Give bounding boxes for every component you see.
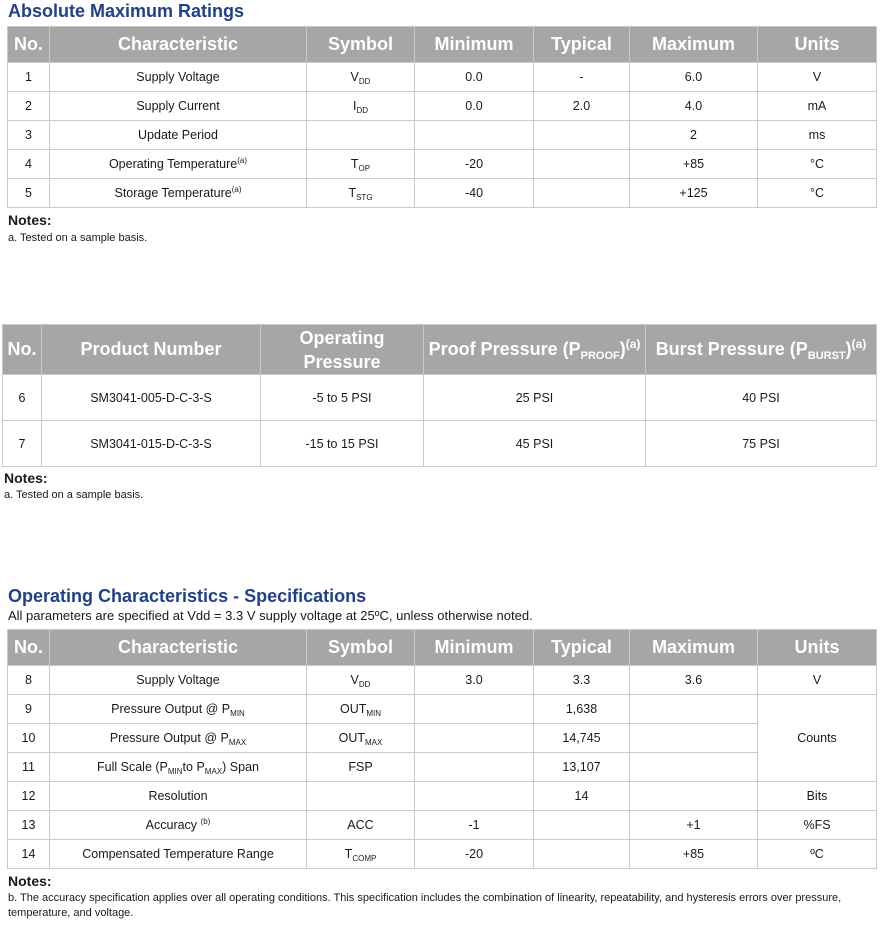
cell-symbol: $T_{STG}$ bbox=[307, 179, 415, 208]
cell-no: 14 bbox=[8, 840, 50, 869]
cell-minimum bbox=[415, 782, 534, 811]
cell-typical bbox=[534, 121, 630, 150]
section-subtitle: All parameters are specified at Vdd = 3.3 V supply voltage at 25ºC, unless otherwise noted. bbox=[8, 608, 533, 623]
cell-symbol: $T_{COMP}$ bbox=[307, 840, 415, 869]
table-row bbox=[8, 179, 877, 208]
table-row bbox=[8, 782, 877, 811]
header-minimum: Minimum bbox=[415, 630, 534, 666]
cell-maximum: 3.6 bbox=[630, 666, 758, 695]
notes-title: Notes: bbox=[4, 470, 48, 486]
cell-no: 13 bbox=[8, 811, 50, 840]
table-header-row bbox=[3, 325, 877, 375]
cell-symbol: ACC bbox=[307, 811, 415, 840]
cell-minimum: 3.0 bbox=[415, 666, 534, 695]
cell-symbol: $V_{DD}$ bbox=[307, 63, 415, 92]
header-characteristic: Characteristic bbox=[50, 27, 307, 63]
cell-minimum: -20 bbox=[415, 840, 534, 869]
cell-minimum bbox=[415, 753, 534, 782]
cell-minimum: 0.0 bbox=[415, 63, 534, 92]
cell-typical bbox=[534, 811, 630, 840]
cell-symbol bbox=[307, 782, 415, 811]
cell-no: 6 bbox=[3, 375, 42, 421]
cell-no: 3 bbox=[8, 121, 50, 150]
cell-symbol: $T_{OP}$ bbox=[307, 150, 415, 179]
table-row bbox=[8, 121, 877, 150]
header-units: Units bbox=[758, 27, 877, 63]
cell-no: 1 bbox=[8, 63, 50, 92]
cell-maximum: 2 bbox=[630, 121, 758, 150]
cell-maximum: 4.0 bbox=[630, 92, 758, 121]
cell-maximum: 6.0 bbox=[630, 63, 758, 92]
cell-product-number: SM3041-005-D-C-3-S bbox=[42, 375, 261, 421]
cell-typical: 3.3 bbox=[534, 666, 630, 695]
header-product-number: Product Number bbox=[42, 325, 261, 375]
operating-characteristics-table bbox=[7, 629, 877, 869]
header-symbol: Symbol bbox=[307, 27, 415, 63]
cell-typical bbox=[534, 150, 630, 179]
cell-characteristic: Update Period bbox=[50, 121, 307, 150]
cell-no: 10 bbox=[8, 724, 50, 753]
cell-characteristic: Resolution bbox=[50, 782, 307, 811]
absolute-max-table bbox=[7, 26, 877, 208]
cell-characteristic: Supply Voltage bbox=[50, 63, 307, 92]
cell-characteristic: Compensated Temperature Range bbox=[50, 840, 307, 869]
notes-title: Notes: bbox=[8, 212, 52, 228]
table-row bbox=[8, 695, 877, 724]
cell-no: 12 bbox=[8, 782, 50, 811]
cell-units: V bbox=[758, 63, 877, 92]
cell-characteristic: Storage Temperature$^{(a)}$ bbox=[50, 179, 307, 208]
cell-minimum bbox=[415, 724, 534, 753]
cell-characteristic: Full Scale ($P_{MIN}to$ $P_{MAX}$) Span bbox=[50, 753, 307, 782]
cell-characteristic: Accuracy $^{(b)}$ bbox=[50, 811, 307, 840]
header-maximum: Maximum bbox=[630, 630, 758, 666]
cell-no: 11 bbox=[8, 753, 50, 782]
cell-characteristic: Supply Voltage bbox=[50, 666, 307, 695]
cell-minimum: -40 bbox=[415, 179, 534, 208]
cell-characteristic: Pressure Output @ $P_{MIN}$ bbox=[50, 695, 307, 724]
cell-units: Bits bbox=[758, 782, 877, 811]
cell-maximum: +85 bbox=[630, 150, 758, 179]
table-row bbox=[8, 753, 877, 782]
cell-units: %FS bbox=[758, 811, 877, 840]
cell-operating-pressure: -5 to 5 PSI bbox=[261, 375, 424, 421]
cell-typical: - bbox=[534, 63, 630, 92]
section-title-operating-characteristics: Operating Characteristics - Specifications bbox=[8, 586, 367, 606]
header-proof-pressure: Proof Pressure $(P_{PROOF})^{(a)}$ bbox=[424, 325, 646, 375]
cell-typical: 13,107 bbox=[534, 753, 630, 782]
cell-typical bbox=[534, 840, 630, 869]
notes-title: Notes: bbox=[8, 873, 52, 889]
cell-units: V bbox=[758, 666, 877, 695]
cell-product-number: SM3041-015-D-C-3-S bbox=[42, 421, 261, 467]
cell-maximum: +125 bbox=[630, 179, 758, 208]
table-row bbox=[8, 63, 877, 92]
header-maximum: Maximum bbox=[630, 27, 758, 63]
cell-symbol: $OUT_{MIN}$ bbox=[307, 695, 415, 724]
header-burst-pressure: Burst Pressure $(P_{BURST})^{(a)}$ bbox=[646, 325, 877, 375]
header-no: No. bbox=[8, 27, 50, 63]
cell-no: 9 bbox=[8, 695, 50, 724]
header-no: No. bbox=[8, 630, 50, 666]
table-header-row bbox=[8, 27, 877, 63]
header-typical: Typical bbox=[534, 27, 630, 63]
note-text: b. The accuracy specification applies over all operating conditions. This specification includes the combination of linearity, repeatability, and hysteresis errors over pressure, temperature, and voltage. bbox=[8, 892, 842, 919]
cell-units: mA bbox=[758, 92, 877, 121]
cell-operating-pressure: -15 to 15 PSI bbox=[261, 421, 424, 467]
cell-units: °C bbox=[758, 150, 877, 179]
section-title-absolute-max: Absolute Maximum Ratings bbox=[8, 1, 245, 21]
cell-no: 8 bbox=[8, 666, 50, 695]
cell-units-counts: Counts bbox=[758, 695, 877, 782]
table-row bbox=[8, 840, 877, 869]
cell-characteristic: Supply Current bbox=[50, 92, 307, 121]
cell-typical bbox=[534, 179, 630, 208]
cell-proof-pressure: 25 PSI bbox=[424, 375, 646, 421]
cell-minimum bbox=[415, 695, 534, 724]
cell-characteristic: Operating Temperature$^{(a)}$ bbox=[50, 150, 307, 179]
header-operating-pressure: Operating Pressure bbox=[261, 325, 424, 375]
header-units: Units bbox=[758, 630, 877, 666]
table-row bbox=[8, 150, 877, 179]
cell-units: ms bbox=[758, 121, 877, 150]
cell-typical: 14 bbox=[534, 782, 630, 811]
header-typical: Typical bbox=[534, 630, 630, 666]
cell-burst-pressure: 40 PSI bbox=[646, 375, 877, 421]
table-row bbox=[8, 811, 877, 840]
cell-symbol: $V_{DD}$ bbox=[307, 666, 415, 695]
header-symbol: Symbol bbox=[307, 630, 415, 666]
table-row bbox=[8, 666, 877, 695]
cell-typical: 2.0 bbox=[534, 92, 630, 121]
header-minimum: Minimum bbox=[415, 27, 534, 63]
note-text: a. Tested on a sample basis. bbox=[8, 232, 148, 244]
cell-units: ºC bbox=[758, 840, 877, 869]
cell-maximum bbox=[630, 724, 758, 753]
cell-no: 2 bbox=[8, 92, 50, 121]
cell-typical: 1,638 bbox=[534, 695, 630, 724]
cell-maximum bbox=[630, 753, 758, 782]
header-characteristic: Characteristic bbox=[50, 630, 307, 666]
cell-units: °C bbox=[758, 179, 877, 208]
cell-maximum bbox=[630, 695, 758, 724]
cell-typical: 14,745 bbox=[534, 724, 630, 753]
cell-proof-pressure: 45 PSI bbox=[424, 421, 646, 467]
cell-characteristic: Pressure Output @ $P_{MAX}$ bbox=[50, 724, 307, 753]
cell-burst-pressure: 75 PSI bbox=[646, 421, 877, 467]
note-text: a. Tested on a sample basis. bbox=[4, 489, 144, 501]
table-row bbox=[3, 421, 877, 467]
pressure-table bbox=[2, 324, 877, 467]
cell-no: 5 bbox=[8, 179, 50, 208]
table-header-row bbox=[8, 630, 877, 666]
cell-minimum: -20 bbox=[415, 150, 534, 179]
table-row bbox=[8, 92, 877, 121]
table-row bbox=[8, 724, 877, 753]
header-no: No. bbox=[3, 325, 42, 375]
cell-maximum bbox=[630, 782, 758, 811]
cell-no: 4 bbox=[8, 150, 50, 179]
cell-minimum bbox=[415, 121, 534, 150]
table-row bbox=[3, 375, 877, 421]
cell-symbol bbox=[307, 121, 415, 150]
cell-minimum: 0.0 bbox=[415, 92, 534, 121]
cell-maximum: +85 bbox=[630, 840, 758, 869]
cell-symbol: $OUT_{MAX}$ bbox=[307, 724, 415, 753]
cell-minimum: -1 bbox=[415, 811, 534, 840]
cell-symbol: FSP bbox=[307, 753, 415, 782]
cell-symbol: $I_{DD}$ bbox=[307, 92, 415, 121]
cell-maximum: +1 bbox=[630, 811, 758, 840]
cell-no: 7 bbox=[3, 421, 42, 467]
